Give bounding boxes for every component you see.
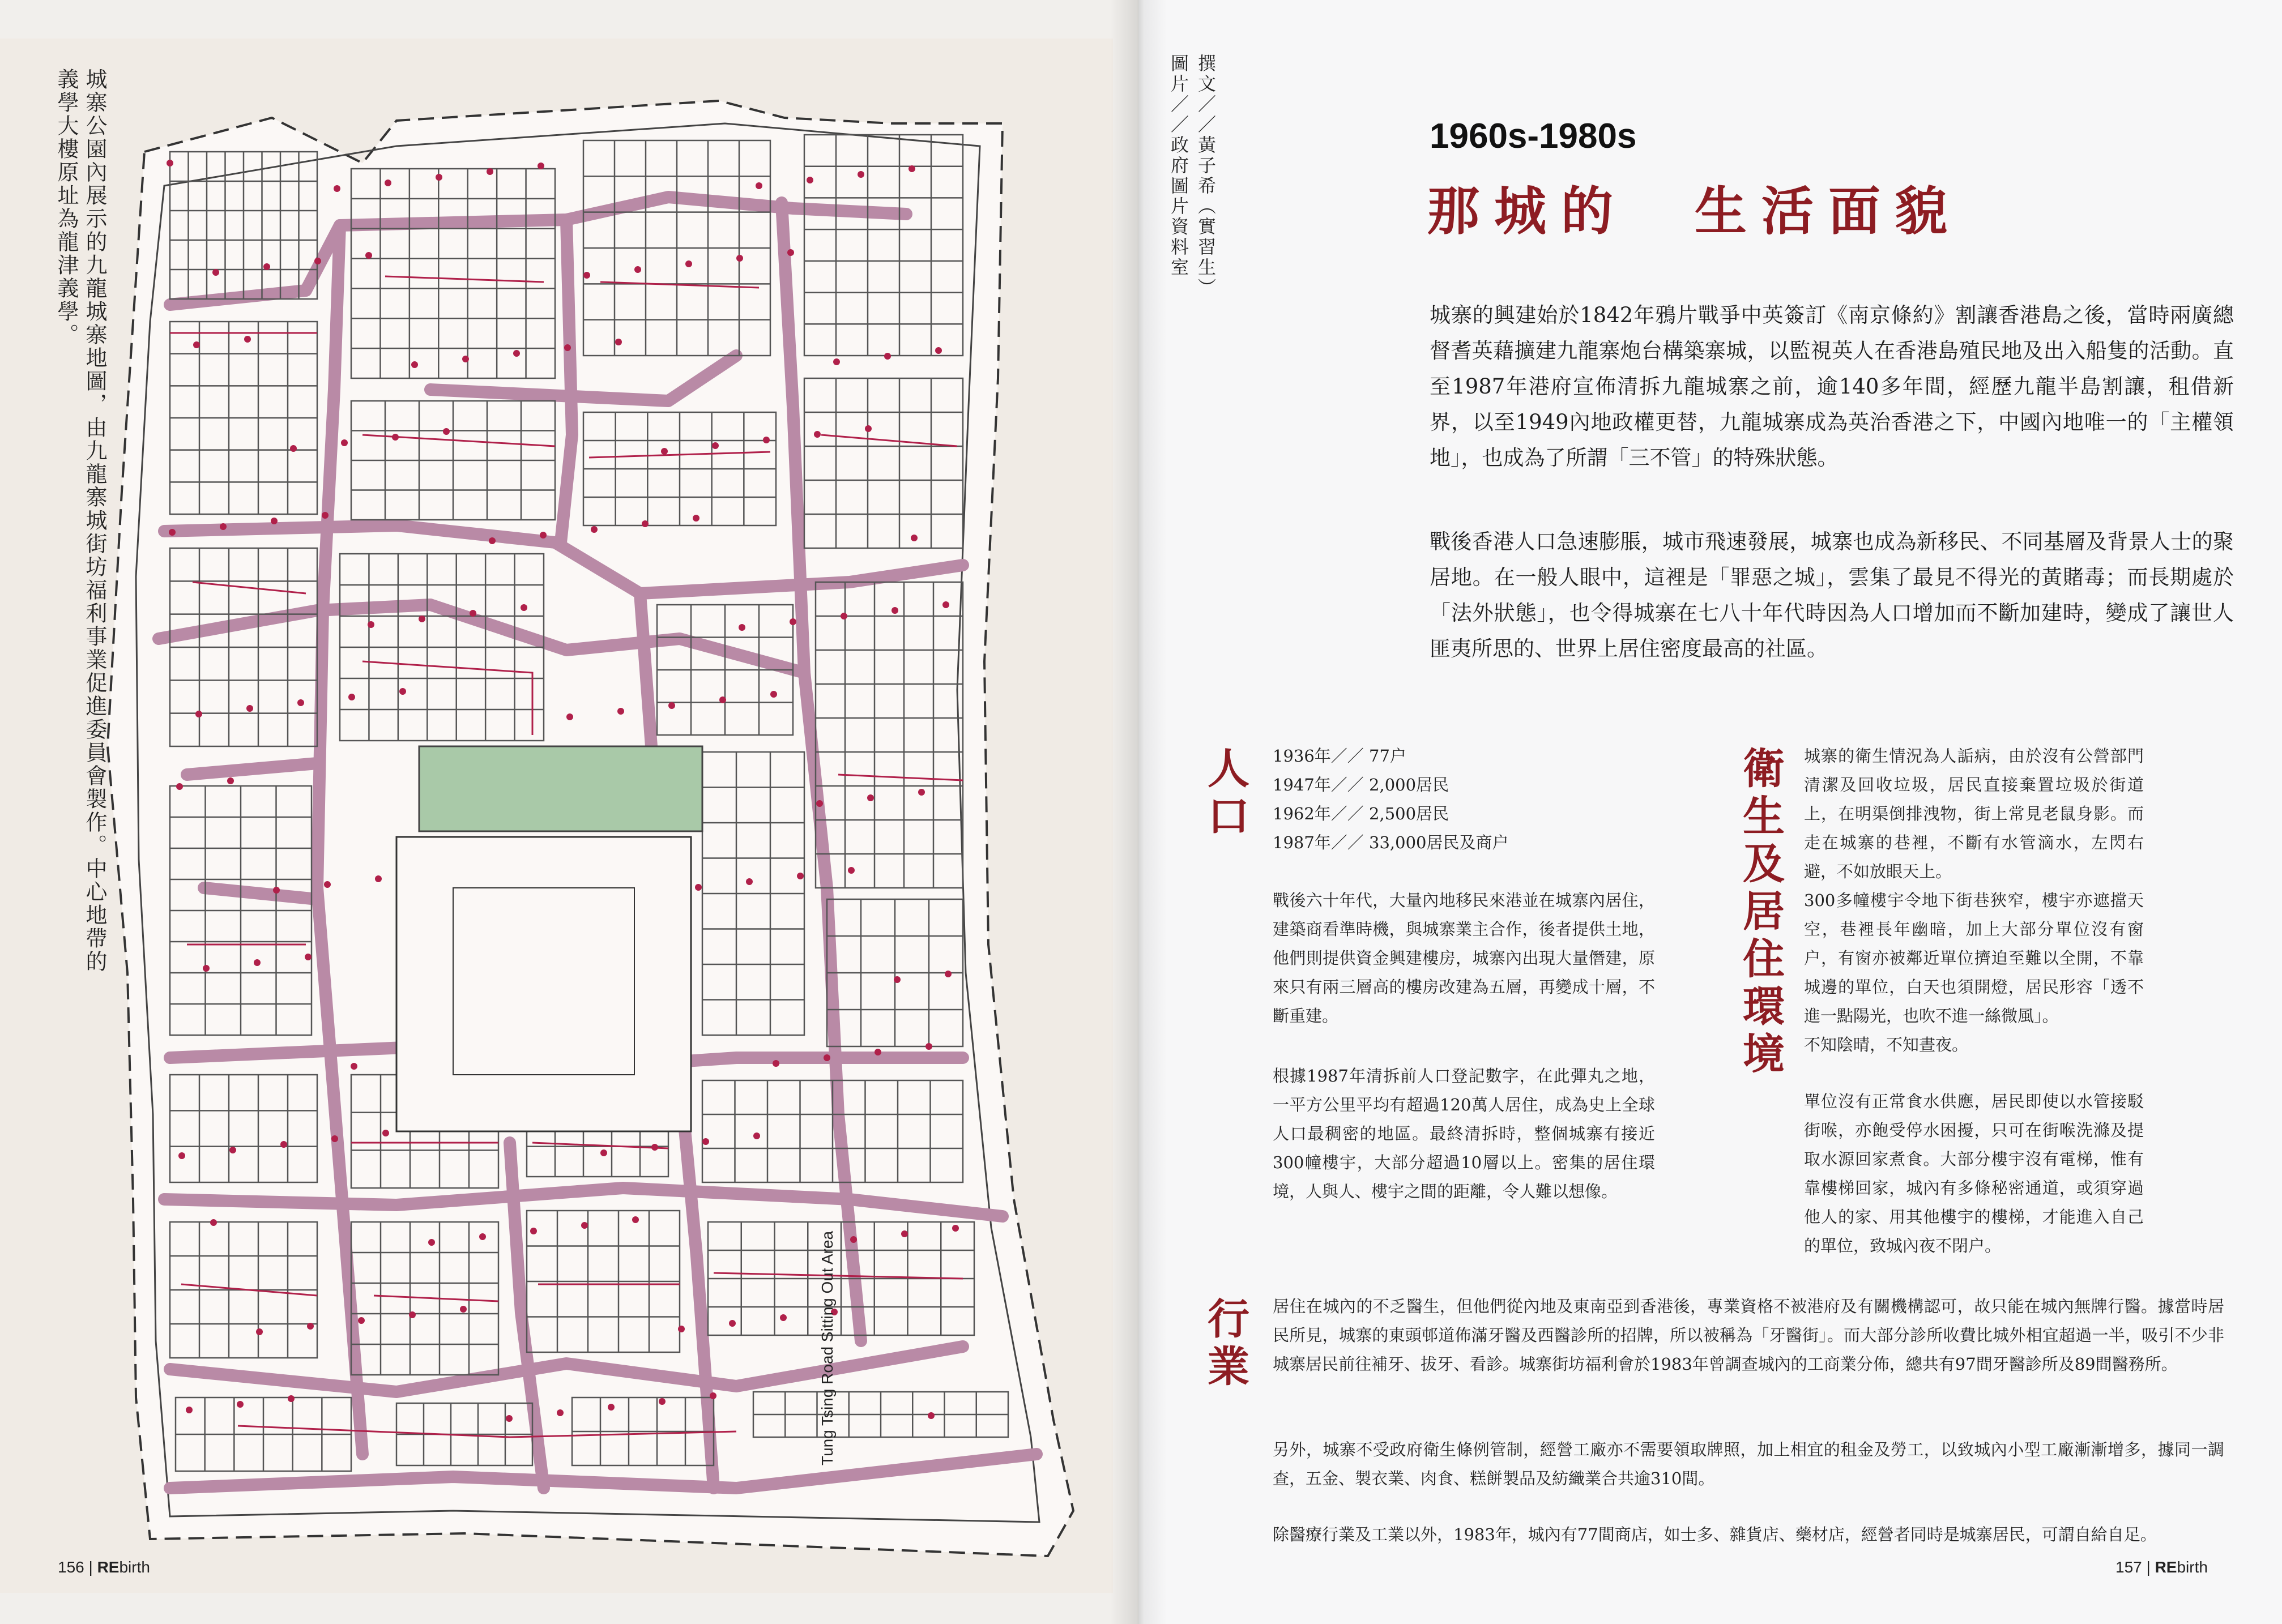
map-marker-dot <box>892 607 898 614</box>
map-marker-dot <box>925 1043 932 1050</box>
map-marker-dot <box>227 777 234 784</box>
map-road-label: Tung Tsing Road Sitting Out Area <box>818 1230 836 1465</box>
folio-brand: birth <box>119 1558 150 1576</box>
map-marker-dot <box>736 255 743 262</box>
map-marker-dot <box>297 699 304 706</box>
map-marker-dot <box>256 1328 263 1335</box>
map-marker-dot <box>773 1060 779 1067</box>
trade-paragraph-3: 除醫療行業及工業以外，1983年，城內有77間商店，如士多、雜貨店、藥材店，經營者同時是城寨居民，可謂自給自足。 <box>1273 1525 2157 1544</box>
hygiene-paragraph-3: 不知陰晴，不知晝夜。 <box>1804 1035 1969 1054</box>
map-marker-dot <box>678 1326 685 1332</box>
map-marker-dot <box>608 1404 615 1411</box>
map-marker-dot <box>875 1049 881 1055</box>
map-marker-dot <box>894 976 901 983</box>
map-marker-dot <box>659 1398 666 1405</box>
map-marker-dot <box>487 168 493 175</box>
map-marker-dot <box>307 1323 314 1330</box>
map-marker-dot <box>816 800 823 807</box>
map-marker-dot <box>850 1236 857 1243</box>
map-marker-dot <box>807 177 813 183</box>
map-marker-dot <box>719 696 726 703</box>
population-stat: 1987年／／ 33,000居民及商户 <box>1273 833 1509 852</box>
map-marker-dot <box>780 1314 787 1321</box>
folio-number: 157 <box>2115 1558 2142 1576</box>
left-page <box>0 0 1138 1624</box>
map-marker-dot <box>770 691 777 698</box>
map-marker-dot <box>702 1138 709 1145</box>
map-marker-dot <box>348 694 355 700</box>
map-marker-dot <box>867 794 874 801</box>
map-marker-dot <box>911 535 918 541</box>
hygiene-paragraph-2: 300多幢樓宇令地下街巷狹窄，樓宇亦遮擋天空，巷裡長年幽暗，加上大部分單位沒有窗户，有窗亦被鄰近單位擠迫至難以全開，不靠城邊的單位，白天也須開燈，居民形容「透不進一點陽光，也吹不進一絲微風」。 <box>1804 891 2144 1025</box>
map-marker-dot <box>368 621 374 628</box>
map-marker-dot <box>564 344 571 351</box>
map-marker-dot <box>167 160 173 166</box>
intro-paragraph-1: 城寨的興建始於1842年鴉片戰爭中英簽訂《南京條約》割讓香港島之後，當時兩廣總督耆英藉擴建九龍寨炮台構築寨城，以監視英人在香港島殖民地及出入船隻的活動。直至1987年港府宣佈清拆九龍城寨之前，逾140多年間，經歷九龍半島割讓，租借新界，以至1949內地政權更替，九龍城寨成為英治香港之下，中國內地唯一的「主權領地」，也成為了所謂「三不管」的特殊狀態。 <box>1430 303 2234 470</box>
map-marker-dot <box>814 431 821 438</box>
map-marker-dot <box>566 713 573 720</box>
map-marker-dot <box>341 439 348 446</box>
map-marker-dot <box>470 610 476 617</box>
map-marker-dot <box>865 425 872 432</box>
credit-image: 圖片／／政府圖片資料室 <box>1168 54 1189 278</box>
map-marker-dot <box>382 1130 389 1136</box>
folio-brand-bold: RE <box>97 1558 120 1576</box>
map-marker-dot <box>530 1228 537 1234</box>
map-marker-dot <box>942 601 949 608</box>
map-marker-dot <box>409 1311 416 1318</box>
folio-number: 156 <box>58 1558 84 1576</box>
map-marker-dot <box>513 350 520 357</box>
map-marker-dot <box>615 339 622 345</box>
population-stat: 1947年／／ 2,000居民 <box>1273 775 1449 794</box>
map-marker-dot <box>324 881 331 888</box>
map-marker-dot <box>212 269 219 276</box>
map-marker-dot <box>756 182 762 189</box>
map-marker-dot <box>952 1225 959 1232</box>
folio-brand-bold: RE <box>2155 1558 2177 1576</box>
map-marker-dot <box>392 434 399 441</box>
map-marker-dot <box>540 532 547 539</box>
map-marker-dot <box>460 1306 467 1313</box>
map-marker-dot <box>739 624 745 631</box>
map-marker-dot <box>557 1409 564 1416</box>
map-marker-dot <box>521 604 527 611</box>
map-marker-dot <box>254 959 261 966</box>
hygiene-paragraph-4: 單位沒有正常食水供應，居民即使以水管接駁街喉，亦飽受停水困擾，只可在街喉洗滌及提取水源回家煮食。大部分樓宇沒有電梯，惟有靠樓梯回家，城內有多條秘密通道，或須穿過他人的家、用其他樓宇的樓梯，才能進入自己的單位，致城內夜不閉户。 <box>1804 1092 2144 1255</box>
map-marker-dot <box>710 1392 716 1399</box>
map-marker-dot <box>399 688 406 695</box>
map-marker-dot <box>428 1239 435 1246</box>
map-marker-dot <box>305 954 312 960</box>
map-marker-dot <box>271 518 278 524</box>
map-marker-dot <box>385 180 391 186</box>
map-marker-dot <box>244 336 251 343</box>
section-heading-population: 人口 <box>1201 746 1249 841</box>
population-stats <box>1273 742 1509 857</box>
map-marker-dot <box>746 878 753 885</box>
map-marker-dot <box>419 616 425 622</box>
map-marker-dot <box>824 1054 830 1061</box>
map-marker-dot <box>322 512 329 519</box>
map-marker-dot <box>273 887 280 894</box>
trade-paragraph-1: 居住在城內的不乏醫生，但他們從內地及東南亞到香港後，專業資格不被港府及有關機構認可，故只能在城內無牌行醫。據當時居民所見，城寨的東頭邨道佈滿牙醫及西醫診所的招牌，所以被稱為「牙醫街」。而大部分診所收費比城外相宜超過一半，吸引不少非城寨居民前往補牙、拔牙、看診。城寨街坊福利會於1983年曾調查城內的工商業分佈，總共有97間牙醫診所及89間醫務所。 <box>1273 1297 2224 1374</box>
map-marker-dot <box>661 448 668 455</box>
hygiene-paragraph-1: 城寨的衛生情況為人詬病，由於沒有公營部門清潔及回收垃圾，居民直接棄置垃圾於街道上，在明渠倒排洩物，街上常見老鼠身影。而走在城寨的巷裡，不斷有水管滴水，左閃右避，不如放眼天上。 <box>1804 746 2144 881</box>
intro-paragraph-2: 戰後香港人口急速膨脹，城市飛速發展，城寨也成為新移民、不同基層及背景人士的聚居地。在一般人眼中，這裡是「罪惡之城」，雲集了最見不得光的黃賭毒；而長期處於「法外狀態」，也令得城寨在七八十年代時因為人口增加而不斷加建時，變成了讓世人匪夷所思的、世界上居住密度最高的社區。 <box>1430 529 2234 661</box>
map-marker-dot <box>901 1230 908 1237</box>
map-marker-dot <box>246 705 253 712</box>
map-marker-dot <box>790 618 796 625</box>
map-marker-dot <box>651 1144 658 1151</box>
map-marker-dot <box>479 1233 486 1240</box>
map-marker-dot <box>787 249 794 256</box>
map-marker-dot <box>334 185 340 192</box>
map-central-school-block <box>396 837 691 1131</box>
map-central-green-plot <box>419 746 702 831</box>
map-marker-dot <box>729 1320 736 1327</box>
map-marker-dot <box>935 347 942 354</box>
map-marker-dot <box>581 1222 588 1229</box>
map-marker-dot <box>443 428 450 435</box>
map-marker-dot <box>176 783 183 790</box>
map-marker-dot <box>375 875 382 882</box>
map-marker-dot <box>203 965 210 972</box>
walled-city-map <box>0 39 1113 1593</box>
map-marker-dot <box>365 252 372 259</box>
map-marker-dot <box>263 263 270 270</box>
era-heading: 1960s-1980s <box>1430 117 1637 156</box>
map-marker-dot <box>583 272 590 279</box>
map-marker-dot <box>178 1152 185 1159</box>
map-marker-dot <box>617 708 624 715</box>
map-marker-dot <box>848 867 855 874</box>
map-marker-dot <box>693 515 699 522</box>
map-marker-dot <box>169 529 176 536</box>
map-marker-dot <box>436 174 442 181</box>
map-marker-dot <box>210 1219 217 1226</box>
map-marker-dot <box>462 356 469 362</box>
map-marker-dot <box>908 165 915 172</box>
section-heading-hygiene: 衛生及居住環境 <box>1736 746 1785 1079</box>
map-marker-dot <box>288 1395 295 1402</box>
map-marker-dot <box>753 1132 760 1139</box>
map-marker-dot <box>833 358 840 365</box>
map-marker-dot <box>506 1415 513 1422</box>
map-marker-dot <box>193 341 200 348</box>
population-stat: 1962年／／ 2,500居民 <box>1273 804 1449 823</box>
section-heading-trade: 行業 <box>1201 1297 1249 1392</box>
map-marker-dot <box>763 437 770 443</box>
map-caption: 城寨公園內展示的九龍城寨地圖，由九龍寨城街坊福利事業促進委員會製作。中心地帶的義學大樓原址為龍津義學。 <box>54 68 107 973</box>
article-title: 那城的 生活面貌 <box>1427 181 1963 242</box>
map-marker-dot <box>195 711 202 717</box>
map-marker-dot <box>229 1147 236 1153</box>
map-marker-dot <box>220 523 227 530</box>
folio-brand: birth <box>2177 1558 2208 1576</box>
trade-paragraph-2: 另外，城寨不受政府衛生條例管制，經營工廠亦不需要領取牌照，加上相宜的租金及勞工，以致城內小型工廠漸漸增多，據同一調查，五金、製衣業、肉食、糕餅製品及紡織業合共逾310間。 <box>1273 1440 2224 1488</box>
map-marker-dot <box>858 171 864 178</box>
right-folio: 157 | REbirth <box>2115 1558 2208 1576</box>
map-marker-dot <box>489 537 496 544</box>
map-marker-dot <box>591 526 598 533</box>
map-marker-dot <box>290 445 297 452</box>
population-stat: 1936年／／ 77户 <box>1273 746 1406 766</box>
map-marker-dot <box>841 613 847 619</box>
map-marker-dot <box>280 1141 287 1148</box>
map-marker-dot <box>928 1412 935 1419</box>
map-marker-dot <box>538 163 544 169</box>
population-paragraph-2: 根據1987年清拆前人口登記數字，在此彈丸之地，一平方公里平均有超過120萬人居住，成為史上全球人口最稠密的地區。最終清拆時，整個城寨有接近300幢樓宇，大部分超過10層以上。密集的居住環境，人與人、樓宇之間的距離，令人難以想像。 <box>1273 1066 1655 1201</box>
map-marker-dot <box>186 1407 193 1413</box>
population-paragraph-1: 戰後六十年代，大量內地移民來港並在城寨內居住，建築商看準時機，與城寨業主合作，後者提供土地，他們則提供資金興建樓房，城寨內出現大量僭建，原來只有兩三層高的樓房改建為五層，再變成十層，不斷重建。 <box>1273 891 1655 1025</box>
map-marker-dot <box>331 1135 338 1142</box>
map-marker-dot <box>237 1401 244 1408</box>
map-marker-dot <box>358 1317 365 1324</box>
map-marker-dot <box>918 789 925 796</box>
walled-city-map-photo <box>0 39 1113 1593</box>
map-marker-dot <box>797 873 804 879</box>
map-marker-dot <box>314 258 321 264</box>
map-marker-dot <box>668 702 675 709</box>
map-marker-dot <box>411 361 418 368</box>
map-marker-dot <box>642 520 649 527</box>
map-marker-dot <box>712 442 719 449</box>
map-marker-dot <box>695 884 702 891</box>
map-marker-dot <box>945 971 952 977</box>
map-marker-dot <box>600 1149 607 1156</box>
map-marker-dot <box>351 1063 357 1070</box>
map-marker-dot <box>685 260 692 267</box>
map-marker-dot <box>634 266 641 273</box>
left-folio: 156 | REbirth <box>58 1558 150 1576</box>
credit-writer: 撰文／／黃子希（實習生） <box>1195 54 1217 298</box>
map-marker-dot <box>632 1216 639 1223</box>
map-marker-dot <box>884 353 891 360</box>
